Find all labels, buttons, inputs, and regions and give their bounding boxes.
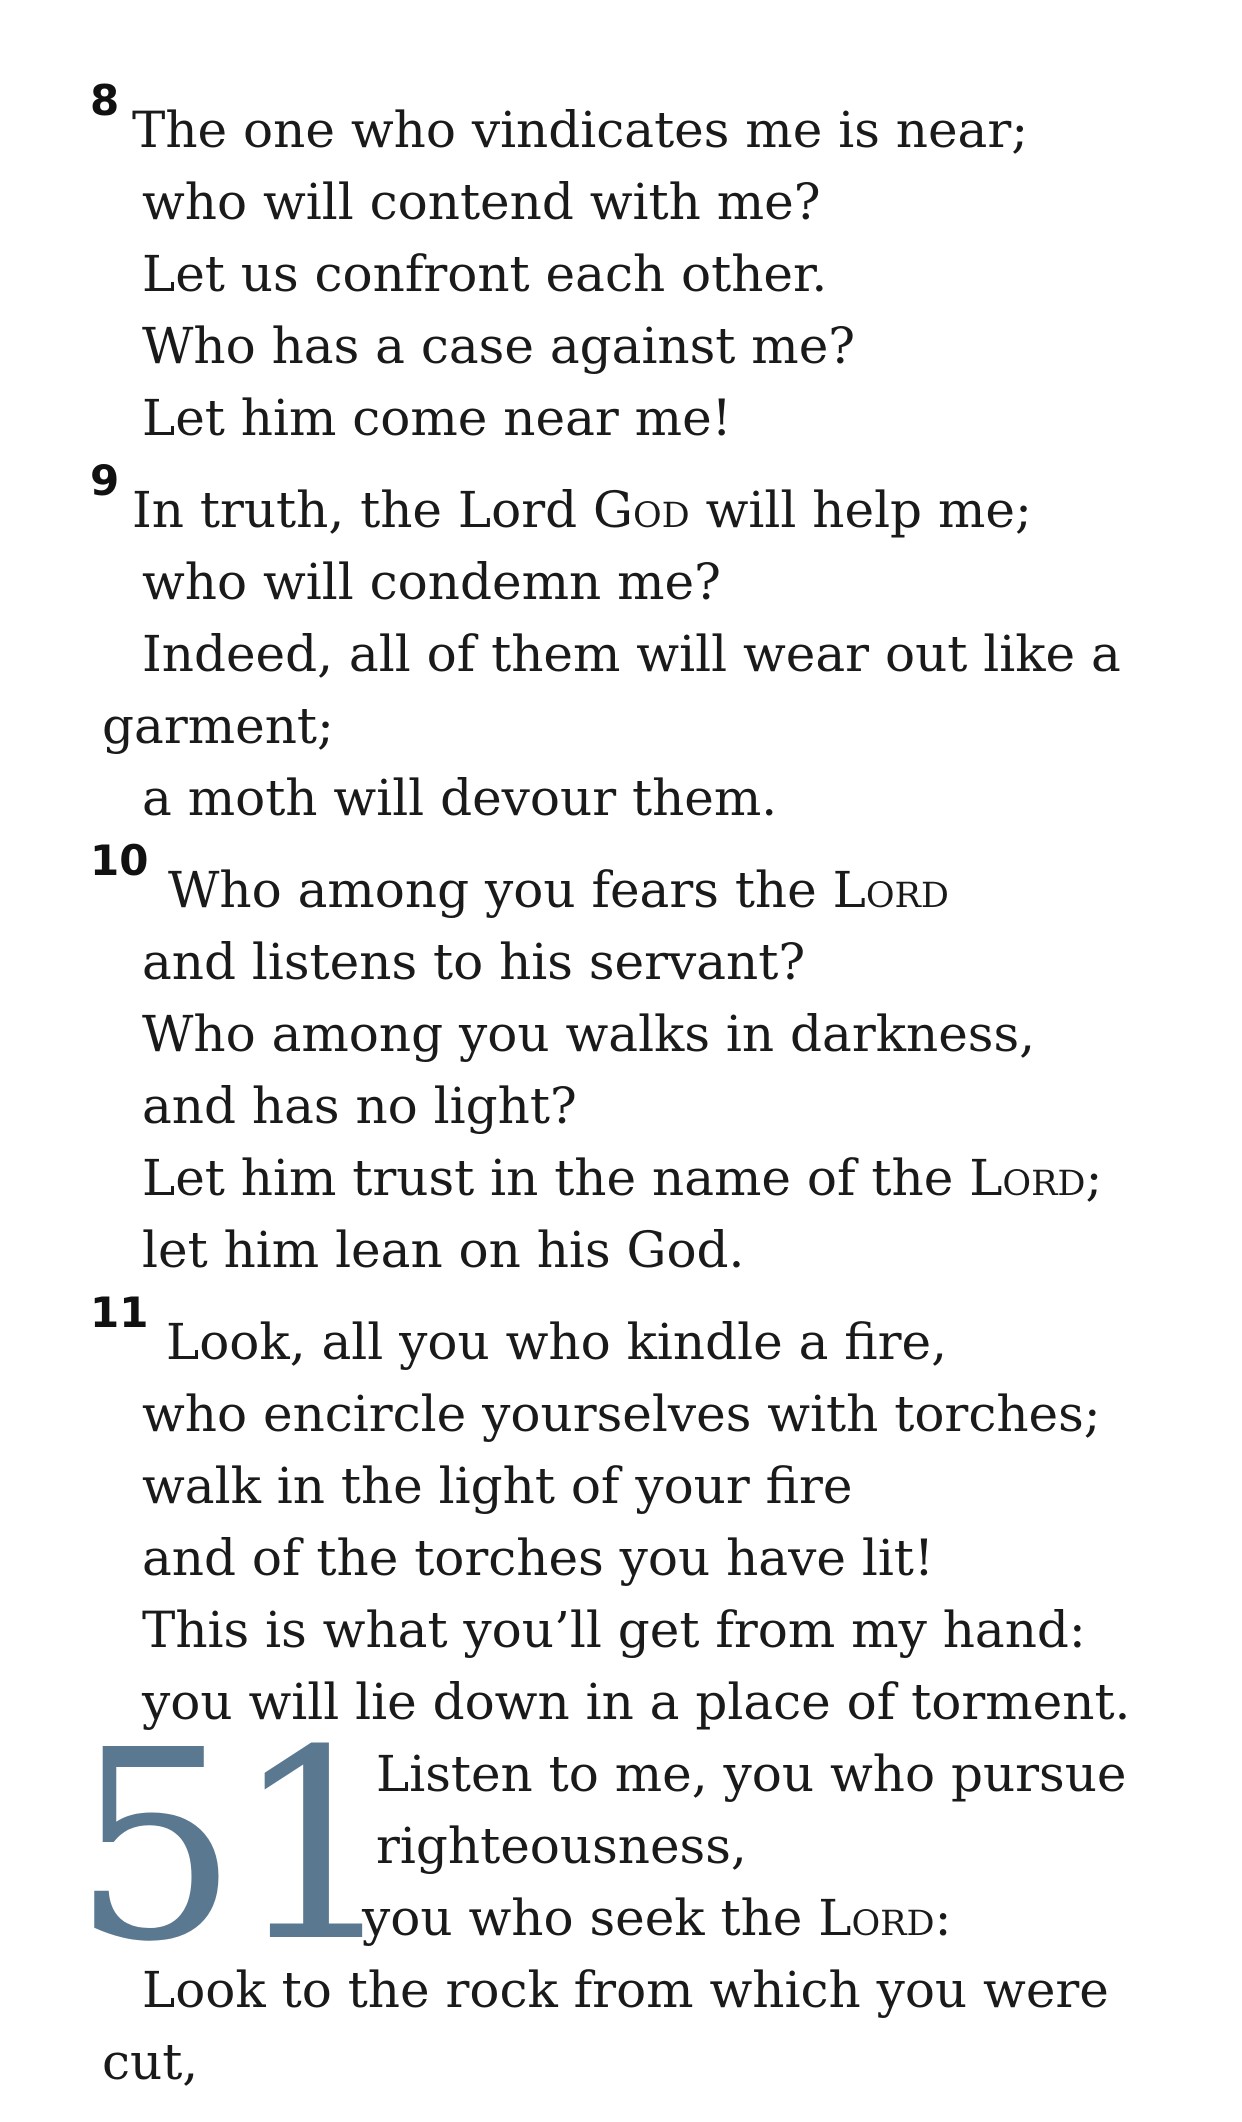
verse-11-line-3: walk in the light of your fire <box>142 1457 853 1515</box>
verse-number-10: 10 <box>90 836 149 885</box>
verse-10-line-1: Who among you fears the Lord <box>168 861 949 919</box>
chapter-51-line-1: Listen to me, you who pursue <box>376 1745 1127 1803</box>
chapter-51-line-3: you who seek the Lord: <box>362 1889 952 1947</box>
verse-10-line-6: let him lean on his God. <box>142 1221 745 1279</box>
verse-8-line-4: Who has a case against me? <box>142 317 856 375</box>
verse-number-8: 8 <box>90 76 120 125</box>
chapter-51-line-4: Look to the rock from which you were <box>142 1961 1109 2019</box>
chapter-51-line-2: righteousness, <box>376 1817 747 1875</box>
verse-number-9: 9 <box>90 456 120 505</box>
verse-11-line-5: This is what you’ll get from my hand: <box>142 1601 1086 1659</box>
verse-10-line-4: and has no light? <box>142 1077 577 1135</box>
chapter-51-line-5: cut, <box>102 2033 199 2091</box>
verse-9-line-2: who will condemn me? <box>142 553 721 611</box>
verse-11-line-1: Look, all you who kindle a fire, <box>166 1313 948 1371</box>
verse-8-line-3: Let us confront each other. <box>142 245 828 303</box>
verse-9-line-3: Indeed, all of them will wear out like a <box>142 625 1121 683</box>
verse-number-11: 11 <box>90 1288 149 1337</box>
chapter-number: 51 <box>72 1694 394 1999</box>
verse-9-line-1: In truth, the Lord God will help me; <box>132 481 1032 539</box>
verse-10-line-3: Who among you walks in darkness, <box>142 1005 1036 1063</box>
verse-9-line-4: garment; <box>102 697 334 755</box>
verse-8-line-2: who will contend with me? <box>142 173 821 231</box>
verse-11-line-2: who encircle yourselves with torches; <box>142 1385 1101 1443</box>
verse-11-line-4: and of the torches you have lit! <box>142 1529 934 1587</box>
verse-10-line-5: Let him trust in the name of the Lord; <box>142 1149 1103 1207</box>
verse-9-line-5: a moth will devour them. <box>142 769 778 827</box>
verse-11-line-6: you will lie down in a place of torment. <box>142 1673 1131 1731</box>
verse-8-line-1: The one who vindicates me is near; <box>132 101 1029 159</box>
verse-8-line-5: Let him come near me! <box>142 389 732 447</box>
verse-10-line-2: and listens to his servant? <box>142 933 806 991</box>
